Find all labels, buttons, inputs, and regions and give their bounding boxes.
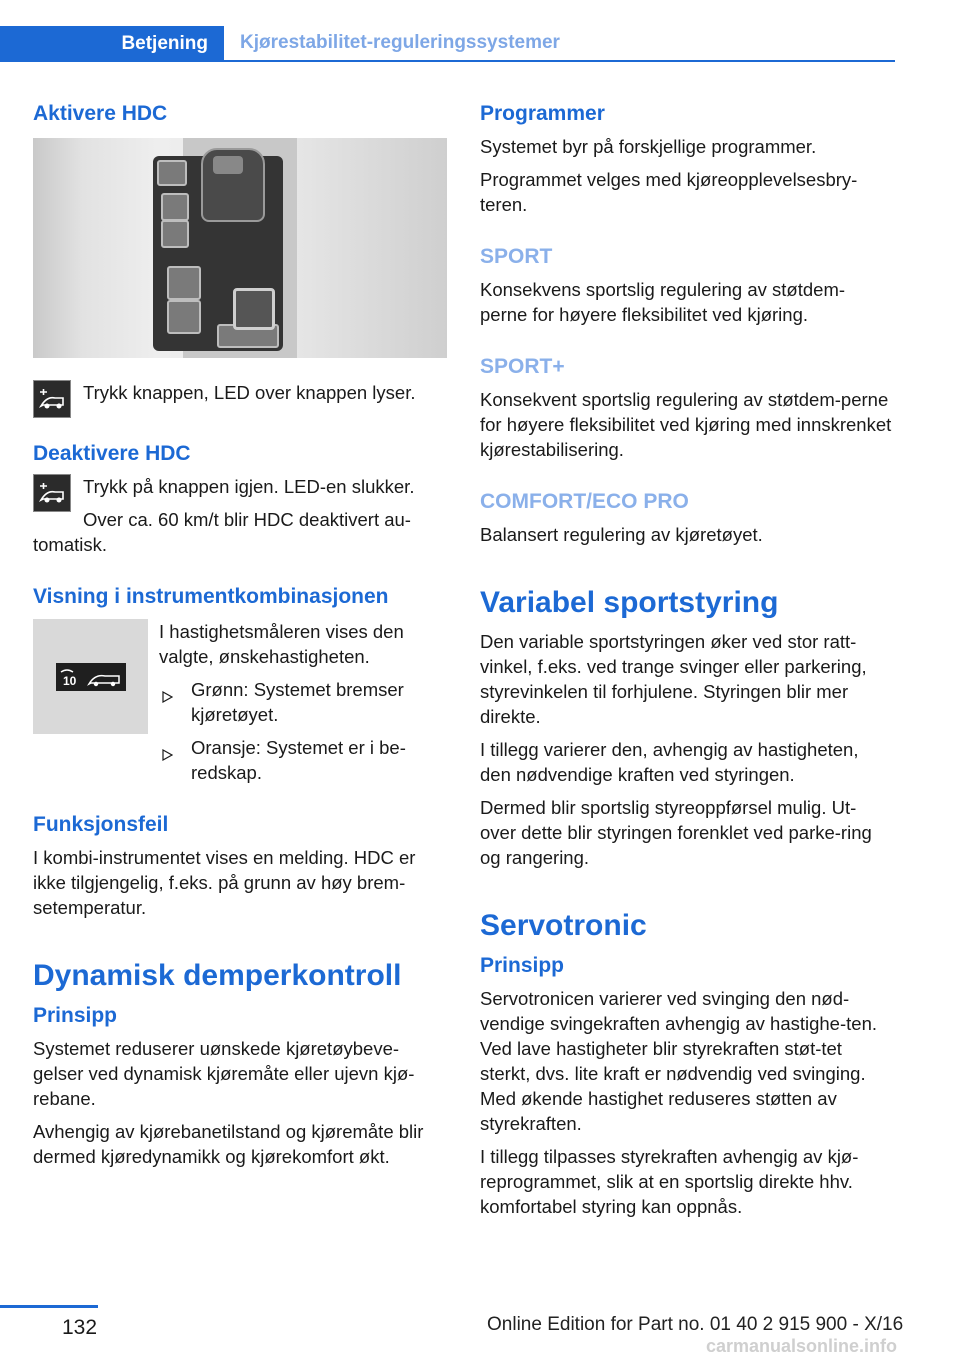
triangle-right-icon — [161, 684, 173, 709]
page-number: 132 — [62, 1316, 98, 1339]
header-divider — [0, 60, 895, 62]
heading-deactivate-hdc: Deaktivere HDC — [33, 442, 191, 465]
heading-programs: Programmer — [480, 102, 605, 125]
display-text: I hastighetsmåleren vises den valgte, ønskehastigheten. — [159, 621, 404, 667]
speedometer-display-image — [33, 619, 148, 734]
activate-text: Trykk knappen, LED over knappen lyser. — [83, 382, 416, 403]
heading-servotronic: Servotronic — [480, 909, 647, 942]
comfort-text: Balansert regulering av kjøretøyet. — [480, 524, 763, 545]
programs-text-2: Programmet velges med kjøreopplevelsesbry‐teren. — [480, 169, 858, 215]
deactivate-text-2: Over ca. 60 km/t blir HDC deaktivert au‐tomatisk. — [33, 509, 411, 555]
heading-principle-right: Prinsipp — [480, 954, 565, 977]
bullet-green: Grønn: Systemet bremser kjøretøyet. — [159, 677, 447, 727]
header-chapter-label: Kjørestabilitet-reguleringssystemer — [240, 32, 560, 53]
hdc-button-icon — [33, 380, 71, 418]
heading-malfunction: Funksjonsfeil — [33, 813, 169, 836]
bullet-orange: Oransje: Systemet er i be‐redskap. — [159, 735, 447, 785]
principle-text-2: Avhengig av kjørebanetilstand og kjøremåte blir dermed kjøredynamikk og kjørekomfort økt. — [33, 1121, 424, 1167]
principle-text-1: Systemet reduserer uønskede kjøretøybeve‐gelser ved dynamisk kjøremåte eller ujevn kjø‐rebane. — [33, 1038, 415, 1109]
deactivate-text-1: Trykk på knappen igjen. LED-en slukker. — [83, 476, 415, 497]
servo-text-2: I tillegg tilpasses styrekraften avhengig av kjø‐reprogrammet, slik at en sportslig direkte hhv. komfortabel styring kan oppnås. — [480, 1146, 859, 1217]
gear-selector-photo — [33, 138, 447, 358]
watermark: carmanualsonline.info — [706, 1336, 898, 1356]
right-column — [480, 100, 892, 1227]
online-edition-text: Online Edition for Part no. 01 40 2 915 900 - X/16 — [487, 1314, 904, 1335]
variable-text-2: I tillegg varierer den, avhengig av hastigheten, den nødvendige kraften ved styringen. — [480, 739, 859, 785]
header-section-label: Betjening — [121, 33, 208, 54]
heading-variable-steering: Variabel sportstyring — [480, 586, 779, 619]
variable-text-3: Dermed blir sportslig styreoppførsel mulig. Ut‐over dette blir styringen forenklet ved parke‐ring og rangering. — [480, 797, 872, 868]
heading-dynamic-damper: Dynamisk demperkontroll — [33, 959, 402, 992]
servo-text-1: Servotronicen varierer ved svinging den nød‐vendige svingekraften avhengig av hastighe‐ten. Ved lave hastigheter blir styrekraften støt‐tet sterkt, dvs. lite kraft er nødvendig ved svinging. Med økende hastighet reduseres støtten av styrekraften. — [480, 988, 877, 1134]
display-number: 10 — [62, 673, 76, 688]
variable-text-1: Den variable sportstyringen øker ved stor ratt‐vinkel, f.eks. ved trange svinger eller parkering, styrevinkelen til forhjulene. Styringen blir mer direkte. — [480, 631, 867, 727]
left-column — [33, 100, 447, 1177]
heading-sport-plus: SPORT+ — [480, 355, 565, 378]
header-section-tab — [0, 26, 224, 62]
programs-text-1: Systemet byr på forskjellige programmer. — [480, 136, 817, 157]
sport-text: Konsekvens sportslig regulering av støtdem‐perne for høyere fleksibilitet ved kjøring. — [480, 279, 846, 325]
display-bullet-list — [159, 677, 447, 785]
heading-comfort-eco: COMFORT/ECO PRO — [480, 490, 689, 513]
triangle-right-icon — [161, 742, 173, 767]
heading-activate-hdc: Aktivere HDC — [33, 102, 168, 125]
hdc-button-icon-2 — [33, 474, 71, 512]
heading-principle-left: Prinsipp — [33, 1004, 118, 1027]
heading-display: Visning i instrumentkombinasjonen — [33, 585, 389, 608]
malfunction-text: I kombi-instrumentet vises en melding. HDC er ikke tilgjengelig, f.eks. på grunn av høy brem‐setemperatur. — [33, 847, 416, 918]
sport-plus-text: Konsekvent sportslig regulering av støtdem‐perne for høyere fleksibilitet ved kjøring med innskrenket kjørestabilisering. — [480, 389, 892, 460]
footer-divider — [0, 1305, 98, 1308]
heading-sport: SPORT — [480, 245, 553, 268]
